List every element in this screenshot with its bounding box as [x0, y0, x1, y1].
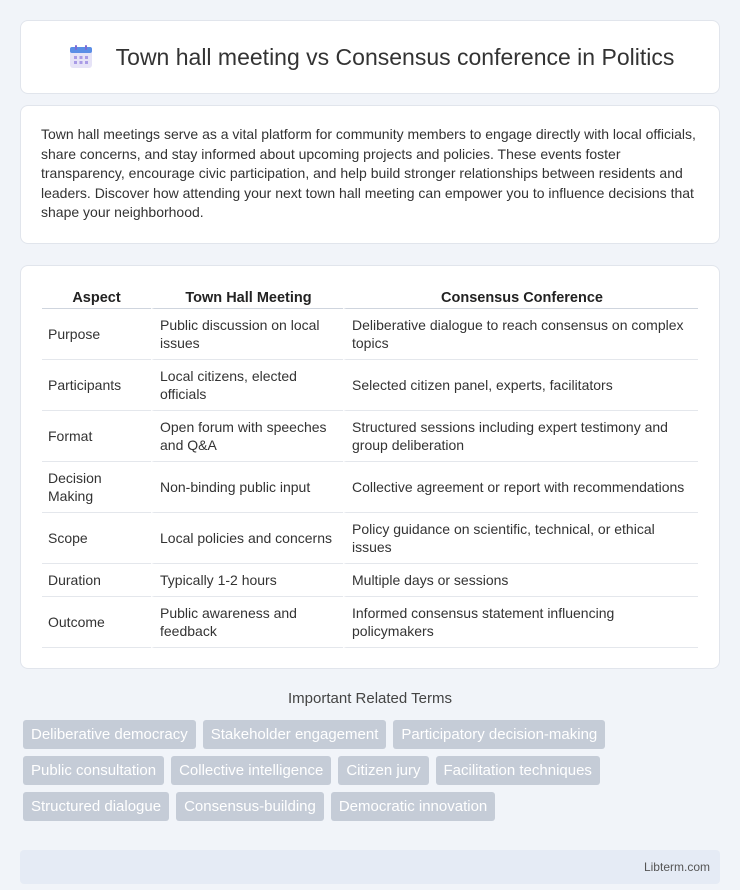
- table-row: [42, 309, 698, 360]
- row-consensus: Deliberative dialogue to reach consensus on complex topics: [343, 309, 698, 360]
- row-consensus: Collective agreement or report with recommendations: [343, 462, 698, 513]
- row-aspect: Format: [42, 411, 151, 462]
- row-consensus: Policy guidance on scientific, technical, or ethical issues: [343, 513, 698, 564]
- intro-text: Town hall meetings serve as a vital platform for community members to engage directly with local officials, share concerns, and stay informed about upcoming projects and policies. These events foster transparency, encourage civic participation, and help build stronger relationships between residents and leaders. Discover how attending your next town hall meeting can empower you to influence decisions that shape your neighborhood.: [41, 126, 696, 220]
- related-terms-list: [20, 720, 720, 828]
- term-tag[interactable]: Deliberative democracy: [23, 720, 196, 749]
- page-title: Town hall meeting vs Consensus conference in Politics: [115, 43, 675, 70]
- footer-brand-link[interactable]: Libterm.com: [643, 859, 710, 874]
- row-town-hall: Public discussion on local issues: [151, 309, 343, 360]
- table-row: [42, 513, 698, 564]
- row-aspect: Decision Making: [42, 462, 151, 513]
- row-consensus: Selected citizen panel, experts, facilitators: [343, 360, 698, 411]
- row-town-hall: Non-binding public input: [151, 462, 343, 513]
- table-header-row: [42, 285, 698, 309]
- related-terms-title: Important Related Terms: [288, 689, 452, 707]
- intro-card: [20, 105, 720, 244]
- comparison-table: [42, 285, 698, 648]
- term-tag[interactable]: Consensus-building: [176, 792, 324, 821]
- row-aspect: Participants: [42, 360, 151, 411]
- row-aspect: Duration: [42, 564, 151, 597]
- header-aspect: Aspect: [42, 285, 151, 309]
- row-consensus: Structured sessions including expert testimony and group deliberation: [343, 411, 698, 462]
- comparison-card: [20, 265, 720, 669]
- term-tag[interactable]: Facilitation techniques: [436, 756, 600, 785]
- header-town-hall: Town Hall Meeting: [151, 285, 343, 309]
- header-card: [20, 20, 720, 94]
- calendar-icon: [66, 42, 96, 72]
- term-tag[interactable]: Citizen jury: [338, 756, 428, 785]
- header-consensus: Consensus Conference: [343, 285, 698, 309]
- row-town-hall: Public awareness and feedback: [151, 597, 343, 648]
- row-town-hall: Local citizens, elected officials: [151, 360, 343, 411]
- table-row: [42, 462, 698, 513]
- row-aspect: Outcome: [42, 597, 151, 648]
- row-town-hall: Local policies and concerns: [151, 513, 343, 564]
- row-consensus: Multiple days or sessions: [343, 564, 698, 597]
- row-town-hall: Typically 1-2 hours: [151, 564, 343, 597]
- term-tag[interactable]: Stakeholder engagement: [203, 720, 387, 749]
- term-tag[interactable]: Democratic innovation: [331, 792, 495, 821]
- table-row: [42, 597, 698, 648]
- table-row: [42, 360, 698, 411]
- term-tag[interactable]: Structured dialogue: [23, 792, 169, 821]
- row-town-hall: Open forum with speeches and Q&A: [151, 411, 343, 462]
- table-row: [42, 411, 698, 462]
- row-consensus: Informed consensus statement influencing policymakers: [343, 597, 698, 648]
- term-tag[interactable]: Collective intelligence: [171, 756, 331, 785]
- term-tag[interactable]: Participatory decision-making: [393, 720, 605, 749]
- row-aspect: Purpose: [42, 309, 151, 360]
- term-tag[interactable]: Public consultation: [23, 756, 164, 785]
- footer: [20, 850, 720, 884]
- row-aspect: Scope: [42, 513, 151, 564]
- table-row: [42, 564, 698, 597]
